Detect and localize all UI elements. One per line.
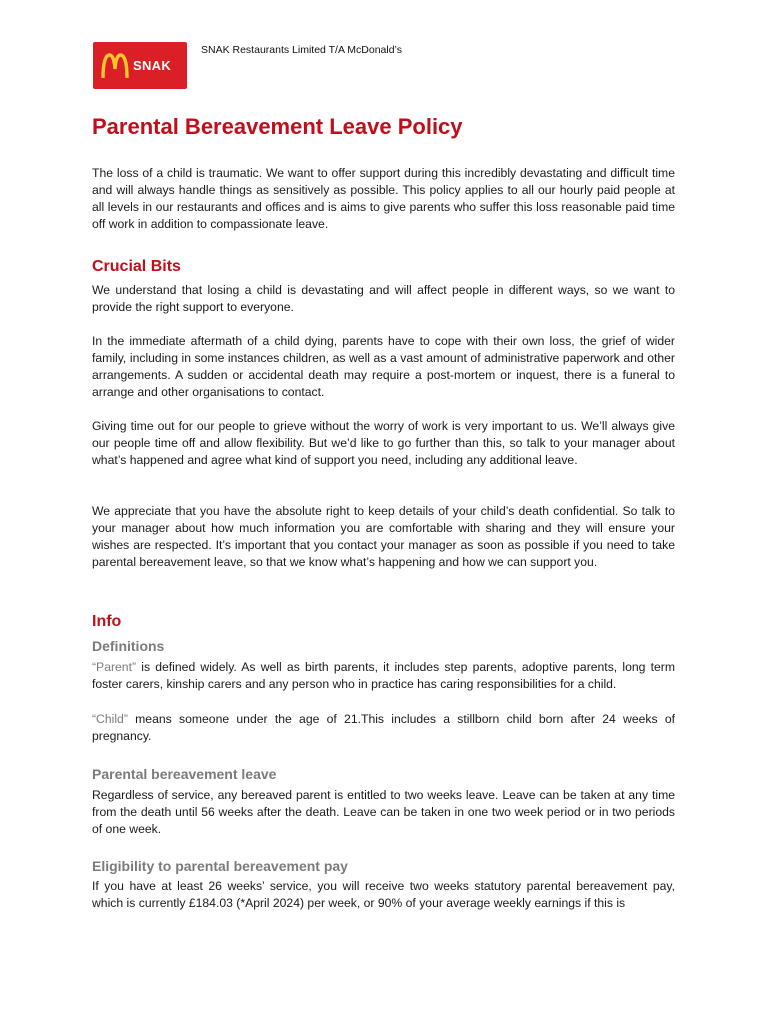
page-title: Parental Bereavement Leave Policy <box>92 114 463 139</box>
parent-definition-text: is defined widely. As well as birth parents, it includes step parents, adoptive parents, long term foster carers, kinship carers and any person who in practice has caring responsibilities for a child. <box>92 660 675 691</box>
definitions-heading-block <box>92 638 675 654</box>
parental-bereavement-leave-heading: Parental bereavement leave <box>92 766 277 782</box>
crucial-heading-block <box>92 258 675 276</box>
leave-heading-block <box>92 766 675 782</box>
definitions-heading: Definitions <box>92 638 165 654</box>
crucial-para-4-block <box>92 503 675 571</box>
child-definition-block <box>92 711 675 745</box>
leave-text-block <box>92 787 675 838</box>
page-header <box>93 42 693 90</box>
eligibility-pay-heading: Eligibility to parental bereavement pay <box>92 858 348 874</box>
child-definition-text: means someone under the age of 21.This includes a stillborn child born after 24 weeks of pregnancy. <box>92 712 675 743</box>
pay-text-block <box>92 878 675 912</box>
crucial-para-3-block <box>92 418 675 469</box>
intro-paragraph: The loss of a child is traumatic. We want to offer support during this incredibly devastating and difficult time and will always handle things as sensitively as possible. This policy applies to all our hourly paid people at all levels in our restaurants and offices and is aims to give parents who suffer this loss reasonable paid time off work in addition to compassionate leave. <box>92 166 675 231</box>
info-heading: Info <box>92 613 122 630</box>
child-definition <box>92 711 675 745</box>
golden-arches-icon <box>101 53 129 79</box>
snak-logo <box>93 42 187 89</box>
child-term: “Child” <box>92 712 128 726</box>
company-name: SNAK Restaurants Limited T/A McDonald’s <box>201 44 402 56</box>
crucial-paragraph: We appreciate that you have the absolute right to keep details of your child’s death confidential. So talk to your manager about how much information you are comfortable with sharing and they will ensure your wishes are respected. It’s important that you contact your manager as soon as possible if you need to take parental bereavement leave, so that we know what’s happening and how we can support you. <box>92 504 675 569</box>
crucial-paragraph: Giving time out for our people to grieve without the worry of work is very important to us. We’ll always give our people time off and allow flexibility. But we’d like to go further than this, so talk to your manager about what’s happened and agree what kind of support you need, including any additional leave. <box>92 419 675 467</box>
crucial-para-2-block <box>92 333 675 401</box>
crucial-paragraph: In the immediate aftermath of a child dying, parents have to cope with their own loss, the grief of wider family, including in some instances children, as well as a vast amount of administrative paperwork and other arrangements. A sudden or accidental death may require a post-mortem or inquest, there is a funeral to arrange and other organisations to contact. <box>92 334 675 399</box>
pay-paragraph: If you have at least 26 weeks’ service, you will receive two weeks statutory parental bereavement pay, which is currently £184.03 (*April 2024) per week, or 90% of your average weekly earnings if this is <box>92 879 675 910</box>
logo-text: SNAK <box>133 58 172 73</box>
crucial-bits-heading: Crucial Bits <box>92 258 181 275</box>
parent-definition <box>92 659 675 693</box>
crucial-para-1-block <box>92 282 675 316</box>
parent-definition-block <box>92 659 675 693</box>
pay-heading-block <box>92 858 675 874</box>
leave-paragraph: Regardless of service, any bereaved parent is entitled to two weeks leave. Leave can be taken at any time from the death until 56 weeks after the death. Leave can be taken in one two week period or in two periods of one week. <box>92 788 675 836</box>
intro-section <box>92 165 675 233</box>
parent-term: “Parent” <box>92 660 137 674</box>
info-heading-block <box>92 613 675 631</box>
crucial-paragraph: We understand that losing a child is devastating and will affect people in different ways, so we want to provide the right support to everyone. <box>92 283 675 314</box>
